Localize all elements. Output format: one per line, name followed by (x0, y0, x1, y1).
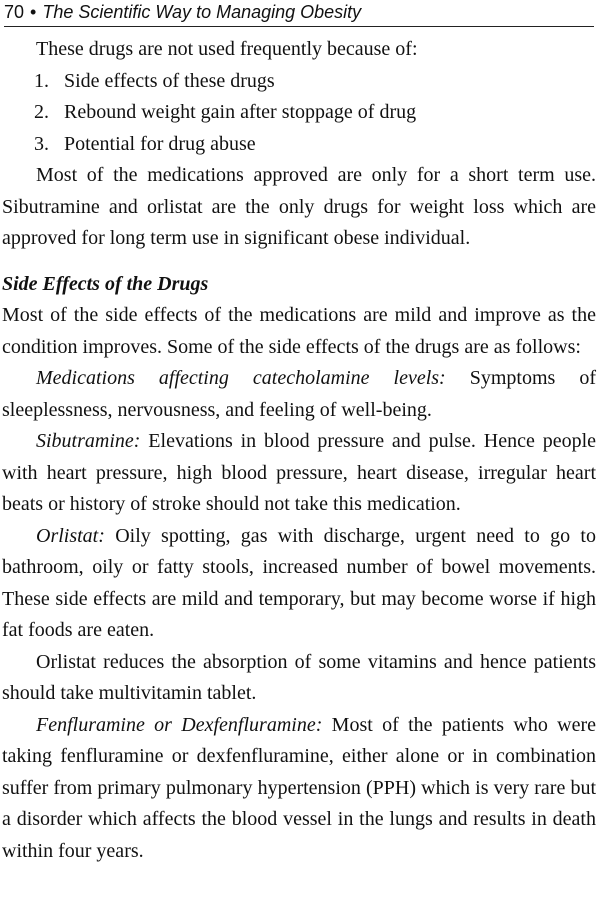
approved-paragraph: Most of the medications approved are only for a short term use. Sibutramine and orlistat are the only drugs for weight loss which are approved for long term use in significant obese individual. (2, 164, 596, 249)
page-number: 70 (4, 2, 25, 22)
reason-list-item (2, 97, 596, 129)
catecholamine-term: Medications affecting catecholamine levels: (36, 367, 446, 389)
list-number: 2. (34, 101, 49, 123)
orlistat-term: Orlistat: (36, 524, 105, 547)
fenfluramine-text: Most of the patients who were taking fenfluramine or dexfenfluramine, either alone or in combination suffer from primary pulmonary hypertension (PPH) which is very rare but a disorder which affects the blood vessel in the lungs and results in death within four years. (2, 713, 596, 862)
running-head (4, 0, 594, 27)
sibutramine-text: Elevations in blood pressure and pulse. Hence people with heart pressure, high blood pressure, heart disease, irregular heart beats or history of stroke should not take this medication. (2, 430, 596, 515)
intro-paragraph: These drugs are not used frequently because of: (36, 38, 418, 60)
list-number: 3. (34, 132, 49, 155)
orlistat-text: Oily spotting, gas with discharge, urgent need to go to bathroom, oily or fatty stools, increased number of bowel movements. These side effects are mild and temporary, but may become worse if high fat foods are eaten. (2, 524, 596, 641)
catecholamine-text: Symptoms of sleeplessness, nervousness, and feeling of well-being. (2, 367, 596, 421)
list-number: 1. (34, 69, 49, 92)
orlistat-vitamins-paragraph: Orlistat reduces the absorption of some vitamins and hence patients should take multivitamin tablet. (2, 650, 596, 704)
list-text: Rebound weight gain after stoppage of drug (64, 101, 417, 123)
list-text: Potential for drug abuse (64, 132, 256, 155)
orlistat-paragraph (2, 521, 596, 647)
book-title: The Scientific Way to Managing Obesity (42, 2, 362, 22)
page-body (2, 34, 596, 867)
reason-list-item (2, 66, 596, 98)
list-text: Side effects of these drugs (64, 69, 275, 92)
sibutramine-term: Sibutramine: (36, 430, 141, 452)
side-effects-paragraph: Most of the side effects of the medications are mild and improve as the condition improves. Some of the side effects of the drugs are as follows: (2, 304, 596, 358)
fenfluramine-term: Fenfluramine or Dexfenfluramine: (36, 713, 323, 736)
sibutramine-paragraph (2, 426, 596, 521)
fenfluramine-paragraph (2, 710, 596, 868)
catecholamine-paragraph (2, 363, 596, 426)
header-bullet: • (30, 2, 37, 22)
reason-list-item (2, 129, 596, 161)
section-heading: Side Effects of the Drugs (2, 272, 209, 295)
